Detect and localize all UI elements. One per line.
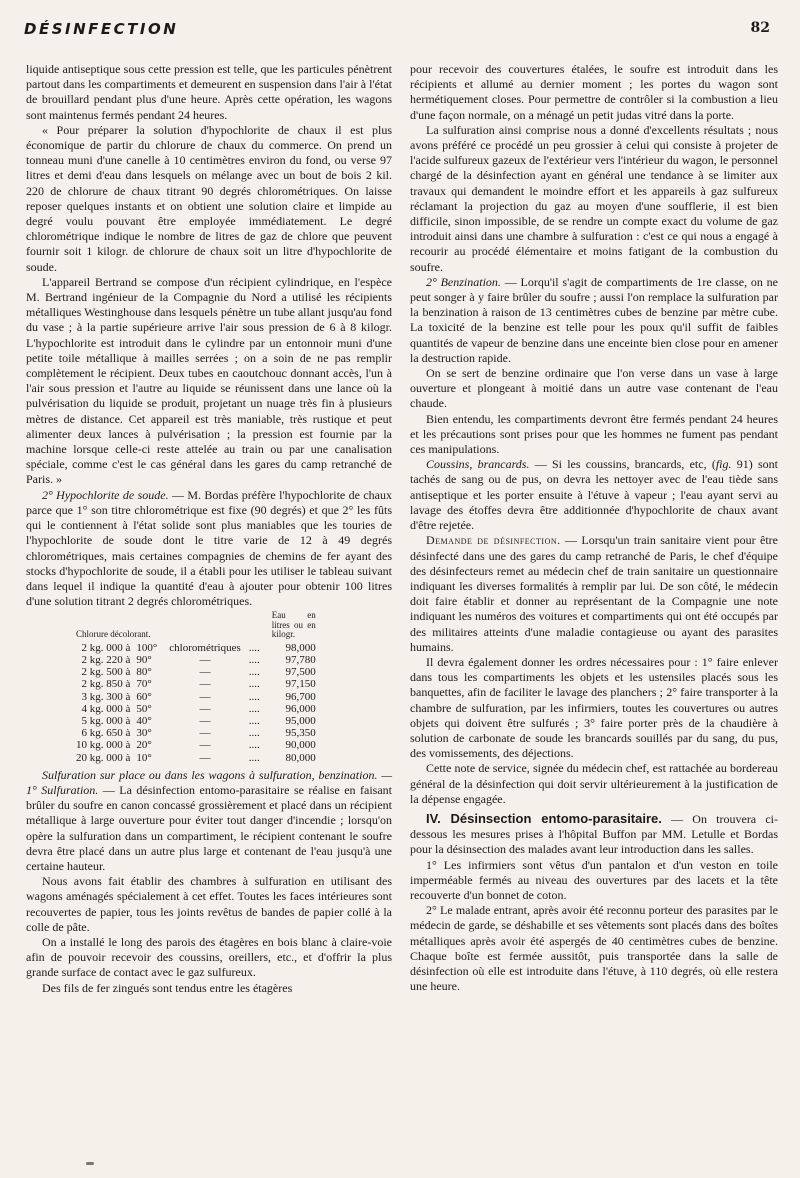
leader-dots: ....	[248, 678, 260, 691]
unit-cell: chlorométriques	[169, 641, 241, 654]
water-cell: 97,780	[285, 654, 316, 667]
water-cell: 96,000	[285, 702, 316, 715]
water-cell: 97,500	[285, 666, 316, 679]
unit-cell: —	[199, 739, 211, 752]
dosage-table	[74, 611, 318, 764]
unit-cell: —	[199, 678, 211, 691]
degree-cell: 10°	[136, 751, 152, 764]
weight-cell: 2 kg. 500 à	[81, 666, 131, 679]
degree-cell: 50°	[136, 702, 152, 715]
degree-cell: 100°	[136, 641, 158, 654]
weight-cell: 20 kg. 000 à	[76, 751, 131, 764]
unit-cell: —	[199, 727, 211, 740]
table-row	[74, 678, 318, 690]
paragraph: Bien entendu, les compartiments devront être fermés pendant 24 heures et les précautions sont prises pour que les hommes ne fument pas pendant ces manipulations.	[410, 411, 778, 457]
table-row	[74, 703, 318, 715]
table-row	[74, 715, 318, 727]
table-row	[74, 691, 318, 703]
paragraph	[410, 457, 778, 533]
paragraph-label: 2° Hypochlorite de soude.	[42, 487, 169, 502]
paragraph-label: Demande de désinfection.	[426, 533, 561, 548]
paragraph	[410, 275, 778, 366]
table-row	[74, 752, 318, 764]
paragraph-label: 2° Benzination.	[426, 274, 501, 289]
paragraph: 2° Le malade entrant, après avoir été reconnu porteur des parasites par le médecin de garde, se déshabille et ses vêtements sont placés dans des boîtes métalliques après avoir été aspergés de 40 centimètres cubes de benzine. Chaque boîte est fermée aussitôt, puis transportée dans la salle de désinfection où elle est introduite dans l'étuve, à 110 degrés, où elle restera une heure.	[410, 903, 778, 994]
weight-cell: 4 kg. 000 à	[81, 702, 131, 715]
paragraph: L'appareil Bertrand se compose d'un récipient cylindrique, en l'espèce M. Bertrand ingénieur de la Compagnie du Nord a utilisé les récipients métalliques Westinghouse dans lesquels pénètre un tube allant jusqu'au fond du vase ; à la partie supérieure arrive l'air sous pression de 6 à 8 kilogr. L'hypochlorite est introduit dans le cylindre par un entonnoir muni d'une petite toile métallique à mailles serrées ; on a soin de ne pas remplir complètement le récipient. Deux tubes en caoutchouc donnant accès, l'un à l'air sous pression et l'autre au liquide se réunissent dans une lance où la pulvérisation du liquide se produit, projetant un nuage très fin à plusieurs mètres de distance. Cet appareil est très maniable, très rustique et peut alimenter deux lances à pulvérisation ; la pression est fournie par la machine lorsque celle-ci reste attelée au train ou par une canalisation spéciale, comme c'est le cas général dans les gares du camp retranché de Paris. »	[26, 274, 392, 487]
water-cell: 98,000	[285, 641, 316, 654]
table-row	[74, 654, 318, 666]
paragraph-text: — La désinfection entomo-parasitaire se réalise en faisant brûler du soufre en canon concassé grossièrement et placé dans un récipient métallique à large ouverture pour éviter tout danger d'incendie ; lorsqu'on opère la sulfuration dans un compartiment, le récipient contenant le soufre devra être placé dans un autre plus large et contenant de l'eau jusqu'à une certaine hauteur.	[26, 783, 392, 874]
running-title: DÉSINFECTION	[24, 20, 179, 38]
leader-dots: ....	[248, 739, 260, 752]
paragraph: Cette note de service, signée du médecin chef, est rattachée au bordereau général de la désinfection qui doit servir ultérieurement à la justification de la dépense engagée.	[410, 761, 778, 806]
column-header-dots	[243, 611, 270, 642]
page-header	[24, 18, 770, 44]
leader-dots: ....	[248, 666, 260, 679]
left-column	[26, 62, 392, 996]
water-cell: 90,000	[285, 739, 316, 752]
paragraph: Des fils de fer zingués sont tendus entre les étagères	[42, 980, 293, 995]
paragraph-text: — Lorqu'il s'agit de compartiments de 1re classe, on ne peut songer à y faire brûler du soufre ; aussi l'on remplace la sulfuration par la benzination à raison de 13 centimètres cubes de benzine par mètre cube. La toxicité de la benzine est telle pour les poux qu'il suffit de faibles quantités de vapeur de benzine dans une enceinte bien close pour en amener la destruction rapide.	[410, 274, 778, 365]
table-header-row	[74, 611, 318, 642]
degree-cell: 60°	[136, 690, 152, 703]
weight-cell: 2 kg. 000 à	[81, 641, 131, 654]
paragraph: Nous avons fait établir des chambres à sulfuration en utilisant des wagons aménagés spécialement à cet effet. Toutes les faces intérieures sont recouvertes de papier, tous les joints revêtus de bandes de papier collé à la colle de pâte.	[26, 874, 392, 934]
paragraph: 1° Les infirmiers sont vêtus d'un pantalon et d'un veston en toile imperméable fermés au niveau des ouvertures par des lacets et la tête recouverte d'un bonnet de coton.	[410, 857, 778, 902]
unit-cell: —	[199, 702, 211, 715]
table-row	[74, 666, 318, 678]
paragraph-label: Coussins, brancards.	[426, 457, 530, 472]
section-heading: IV. Désinsection entomo-parasitaire.	[426, 810, 662, 826]
leader-dots: ....	[248, 654, 260, 667]
paragraph: On se sert de benzine ordinaire que l'on verse dans un vase à large ouverture et plongeant à moitié dans un autre vase contenant de l'eau chaude.	[410, 366, 778, 411]
unit-cell: —	[199, 654, 211, 667]
paragraph-text: — M. Bordas préfère l'hypochlorite de chaux parce que 1° son titre chlorométrique est fixe (90 degrés) et que 2° les fûts qui le contiennent à l'état solide sont plus maniables que les touries de l'hypochlorite de soude dont le titre varie de 12 à 49 degrés chlorométriques, mais certaines compagnies de chemins de fer ayant des stocks d'hypochlorite de soude, il a établi pour les utiliser le tableau suivant dans lequel il indique la quantité d'eau à ajouter pour obtenir 100 litres d'une solution titrant 2 degrés chlorométriques.	[26, 487, 392, 609]
unit-cell: —	[199, 666, 211, 679]
unit-cell: —	[199, 751, 211, 764]
table-row	[74, 727, 318, 739]
paragraph: liquide antiseptique sous cette pression est telle, que les particules pénètrent partout dans les compartiments et demeurent en suspension dans l'air à l'état de brouillard pendant plus d'une heure. Après cette opération, les wagons sont maintenus fermés pendant 24 heures.	[26, 62, 392, 122]
leader-dots: ....	[248, 715, 260, 728]
degree-cell: 30°	[136, 727, 152, 740]
unit-cell: —	[199, 715, 211, 728]
leader-dots: ....	[248, 702, 260, 715]
weight-cell: 10 kg. 000 à	[76, 739, 131, 752]
degree-cell: 80°	[136, 666, 152, 679]
paragraph-text: 91) sont tachés de sang ou de pus, on devra les nettoyer avec de l'eau tiède sans antiseptique et les porter ensuite à l'étuve à vapeur ; l'eau ayant servi au lavage des étoffes devra être additionnée d'hypochlorite de chaux avant d'être rejetée.	[410, 457, 778, 533]
paragraph: Il devra également donner les ordres nécessaires pour : 1° faire enlever dans tous les compartiments les objets et les ustensiles placés sous les banquettes, afin de faciliter le lavage des planchers ; 2° faire transporter à la chambre de sulfuration, par les infirmiers, toutes les couvertures ou autres objets qui doivent être sulfurés ; 3° faire porter près de la chaudière à solution de carbonate de soude les brancards souillés par du sang, du pus, des vomissements, des déjections.	[410, 654, 778, 761]
paragraph	[26, 768, 392, 874]
paragraph: La sulfuration ainsi comprise nous a donné d'excellents résultats ; nous avons préféré ce procédé un peu grossier à celui qui consiste à projeter de l'acide sulfureux gazeux de l'extérieur vers l'intérieur du wagon, le personnel chargé de la désinfection ayant en général une tendance à se limiter aux travaux qui demandent le moindre effort et les appareils à gaz sulfureux réclamant la projection du gaz au moyen d'une soufflerie, il est bien difficile, sinon impossible, de se rendre un compte exact du volume de gaz introduit ainsi dans une chambre à sulfuration : c'est ce qui nous a engagé à recourir au procédé élémentaire et moins fatigant de la combustion du soufre.	[410, 122, 779, 274]
weight-cell: 2 kg. 220 à	[81, 654, 131, 667]
leader-dots: ....	[248, 690, 260, 703]
column-header-chlorure: Chlorure décolorant.	[76, 629, 151, 640]
right-column	[410, 62, 778, 994]
paragraph-text: — Lorsqu'un train sanitaire vient pour être désinfecté dans une des gares du camp retranché de Paris, le chef d'équipe des désinfecteurs remet au médecin chef de train sanitaire un questionnaire indiquant les diverses formalités à remplir par lui. De son côté, le médecin doit faire établir et donner au représentant de la Compagnie une note indiquant les numéros des voitures et compartiments qui ont été occupés par des militaires atteints d'une maladie contagieuse ou ayant des parasites humains.	[410, 533, 778, 654]
water-cell: 95,000	[285, 715, 316, 728]
scan-artifact	[86, 1162, 94, 1165]
weight-cell: 5 kg. 000 à	[81, 715, 131, 728]
paragraph-text: — Si les coussins, brancards, etc, (	[529, 457, 716, 472]
table-row	[74, 642, 318, 654]
degree-cell: 70°	[136, 678, 152, 691]
table-row	[74, 739, 318, 751]
weight-cell: 2 kg. 850 à	[81, 678, 131, 691]
degree-cell: 20°	[136, 739, 152, 752]
degree-cell: 40°	[136, 715, 152, 728]
figure-reference: fig.	[715, 457, 732, 472]
paragraph: On a installé le long des parois des étagères en bois blanc à claire-voie afin de pouvoir recevoir des coussins, oreillers, etc., et d'offrir la plus grande surface de contact avec le gaz sulfureux.	[26, 935, 392, 980]
degree-cell: 90°	[136, 654, 152, 667]
paragraph-label: Sulfuration sur place ou dans les wagons à sulfuration, benzination. — 1° Sulfuration.	[26, 767, 392, 798]
paragraph	[26, 488, 392, 610]
paragraph: pour recevoir des couvertures étalées, le soufre est introduit dans les récipients et allumé au dernier moment ; les portes du wagon sont hermétiquement closes. Pour permettre de contrôler si la combustion a lieu d'une façon normale, on a ménagé un petit judas vitré dans la porte.	[410, 62, 778, 122]
leader-dots: ....	[248, 641, 260, 654]
paragraph	[410, 811, 778, 858]
water-cell: 95,350	[285, 727, 316, 740]
leader-dots: ....	[248, 727, 260, 740]
unit-cell: —	[199, 690, 211, 703]
paragraph	[410, 533, 778, 655]
weight-cell: 3 kg. 300 à	[81, 690, 131, 703]
paragraph-text: — On trouvera ci-dessous les mesures prises à l'hôpital Buffon par MM. Letulle et Bordas pour la désinsection des malades avant leur introduction dans les salles.	[410, 811, 778, 857]
water-cell: 96,700	[285, 690, 316, 703]
leader-dots: ....	[248, 751, 260, 764]
weight-cell: 6 kg. 650 à	[81, 727, 131, 740]
page-number: 82	[750, 20, 770, 36]
column-header-eau: Eau en litres ou en kilogr.	[271, 610, 316, 640]
water-cell: 80,000	[285, 751, 316, 764]
water-cell: 97,150	[285, 678, 316, 691]
paragraph: « Pour préparer la solution d'hypochlorite de chaux il est plus économique de partir du chlorure de chaux du commerce. On prend un tonneau muni d'une canelle à 10 centimètres environ du fond, ou verse 97 litres et demi d'eau dans lesquels on mélange avec un bout de bois 2 kil. 220 de chlorure de chaux titrant 90 degrés chlorométriques. On laisse reposer quelques instants et on obtient une solution claire et limpide au degré voulu pouvant être employée immédiatement. Le degré chlorométrique indique le nombre de litres de gaz de chlore que peuvent fournir soit 1 kilogr. de chlorure de chaux soit un litre d'hypochlorite de soude.	[26, 122, 392, 274]
